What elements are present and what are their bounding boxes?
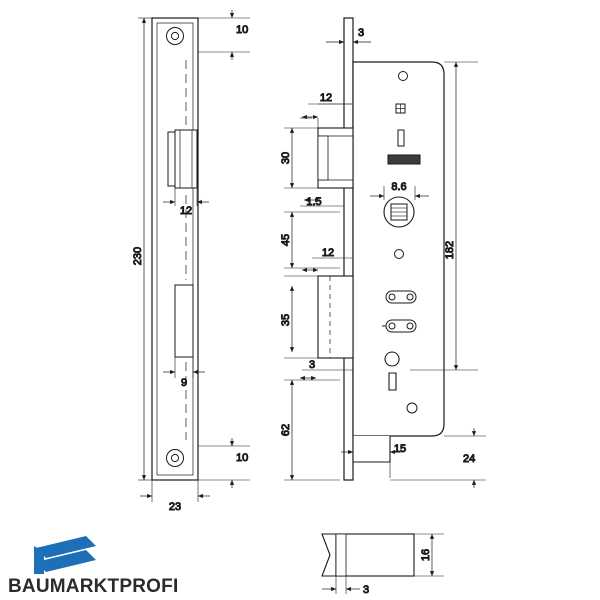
oblong-fitting-lower [386, 320, 416, 332]
dim-front-latch-12: 12 [179, 205, 193, 217]
bottom-view-nose [322, 534, 336, 576]
side-faceplate [344, 18, 353, 480]
fixing-hole-bottom [407, 403, 417, 413]
fixing-hole-middle [395, 250, 404, 259]
side-view [280, 18, 486, 488]
slot-fitting [398, 130, 404, 146]
watermark [8, 536, 178, 597]
case-bottom-step [353, 436, 390, 462]
dim-side-thickness-3: 3 [358, 27, 365, 39]
dim-front-bolt-9: 9 [180, 377, 188, 389]
screw-hole-bottom-inner [171, 454, 178, 461]
bolt-block [318, 276, 353, 358]
dim-side-step-3: 3 [308, 359, 316, 371]
dim-bottom-3: 3 [363, 584, 370, 596]
dim-front-bottom-10: 10 [236, 452, 249, 464]
dim-side-gap-1_5: 1.5 [306, 196, 322, 208]
dim-side-bottom-24: 24 [463, 453, 476, 465]
watermark-text: BAUMARKTPROFI [8, 576, 179, 597]
latch-opening-shoulder [168, 132, 175, 186]
dim-side-case-182: 182 [444, 240, 456, 260]
screw-hole-top-inner [171, 32, 178, 39]
oblong-fitting-upper [386, 291, 416, 303]
roof-logo [34, 536, 96, 574]
front-view [132, 10, 250, 513]
bottom-view-plate [336, 534, 346, 576]
dim-side-62: 62 [280, 423, 292, 437]
bolt-opening [175, 285, 193, 357]
lock-case-body [353, 62, 444, 436]
latch-block-nose [318, 136, 328, 180]
dark-bar-fitting [388, 155, 420, 164]
dim-front-length-230: 230 [132, 246, 144, 266]
bottom-view [322, 534, 444, 596]
faceplate-outline [152, 18, 198, 480]
dim-side-bolt-35: 35 [280, 313, 292, 327]
bottom-view-body [336, 534, 414, 576]
dim-side-45: 45 [280, 233, 292, 247]
dim-side-bolt-offset-12: 12 [321, 247, 335, 259]
fixing-hole-top [399, 72, 408, 81]
dim-side-spindle-8_6: 8.6 [391, 181, 407, 193]
dim-side-latch-30: 30 [280, 151, 292, 165]
dim-front-width-23: 23 [168, 501, 182, 513]
dim-bottom-16: 16 [420, 548, 432, 562]
dim-side-latch-offset-12: 12 [319, 92, 333, 104]
dim-side-backset-15: 15 [393, 443, 407, 455]
dim-front-top-10: 10 [236, 24, 249, 36]
latch-opening [175, 130, 197, 188]
